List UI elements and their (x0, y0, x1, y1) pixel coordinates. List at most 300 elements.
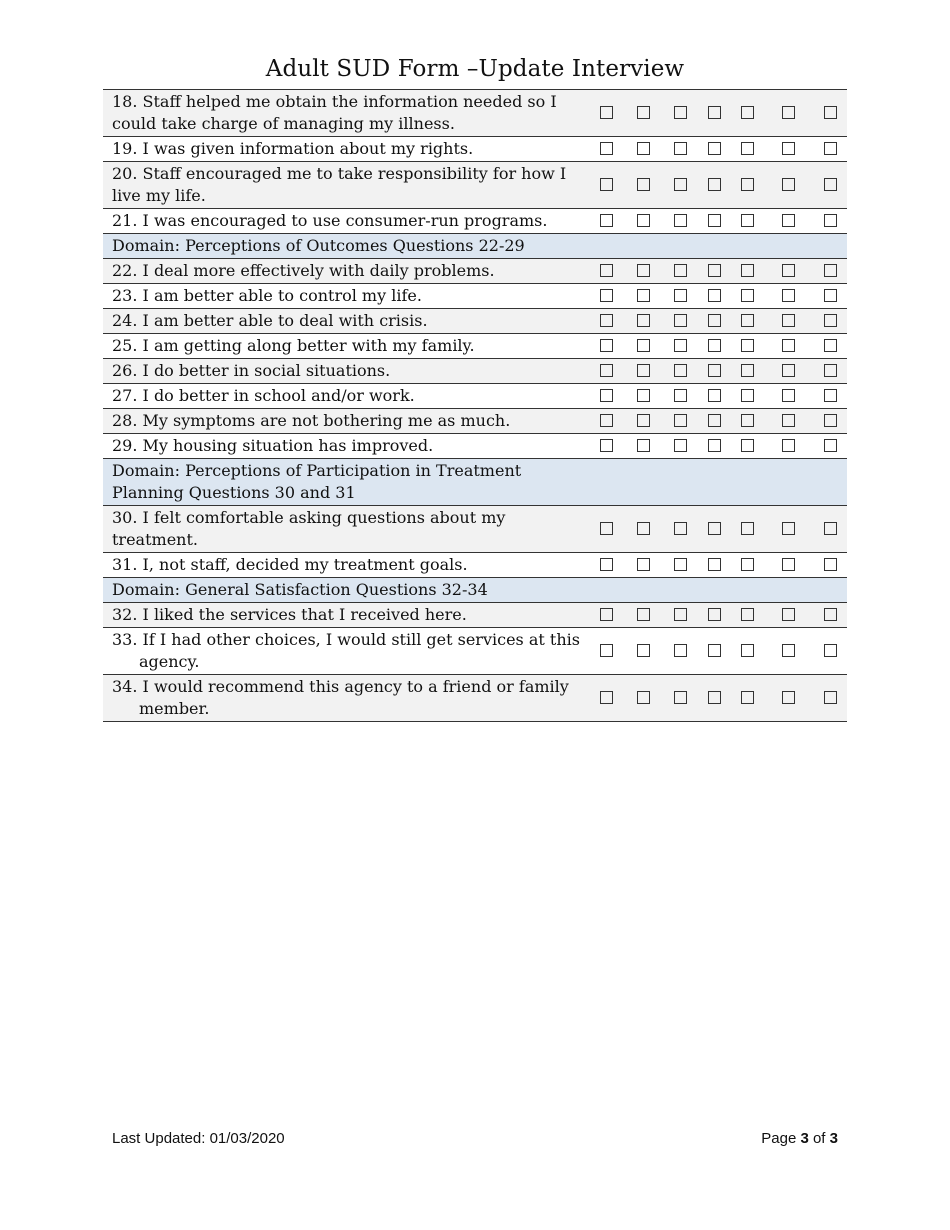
response-cell (588, 603, 625, 628)
response-cell (588, 259, 625, 284)
question-text: 32. I liked the services that I received here. (112, 605, 467, 624)
response-cell (731, 434, 763, 459)
response-cell (698, 309, 731, 334)
response-cell (698, 90, 731, 137)
response-checkbox[interactable] (708, 522, 721, 535)
response-cell (731, 409, 763, 434)
response-checkbox[interactable] (824, 644, 837, 657)
question-text: 23. I am better able to control my life. (112, 286, 422, 305)
response-cell (813, 309, 847, 334)
response-checkbox[interactable] (600, 339, 613, 352)
response-checkbox[interactable] (782, 314, 795, 327)
response-cell (731, 359, 763, 384)
response-cell (731, 309, 763, 334)
question-row (103, 603, 847, 628)
response-checkbox[interactable] (741, 439, 754, 452)
response-checkbox[interactable] (782, 106, 795, 119)
response-checkbox[interactable] (782, 214, 795, 227)
response-checkbox[interactable] (824, 339, 837, 352)
response-checkbox[interactable] (637, 414, 650, 427)
response-checkbox[interactable] (600, 106, 613, 119)
response-cell (763, 603, 813, 628)
response-checkbox[interactable] (741, 106, 754, 119)
question-row (103, 284, 847, 309)
response-checkbox[interactable] (782, 142, 795, 155)
response-cell (625, 90, 662, 137)
response-checkbox[interactable] (824, 314, 837, 327)
response-checkbox[interactable] (674, 339, 687, 352)
empty-cell (662, 578, 698, 603)
response-cell (813, 90, 847, 137)
question-row (103, 553, 847, 578)
response-cell (813, 409, 847, 434)
question-row (103, 334, 847, 359)
response-cell (698, 603, 731, 628)
response-checkbox[interactable] (741, 522, 754, 535)
response-cell (588, 553, 625, 578)
question-row (103, 309, 847, 334)
response-checkbox[interactable] (782, 558, 795, 571)
empty-cell (731, 234, 763, 259)
response-cell (731, 384, 763, 409)
response-cell (588, 90, 625, 137)
response-checkbox[interactable] (637, 142, 650, 155)
response-checkbox[interactable] (708, 364, 721, 377)
domain-header-row (103, 459, 847, 506)
response-cell (662, 434, 698, 459)
response-checkbox[interactable] (708, 389, 721, 402)
response-cell (588, 309, 625, 334)
response-checkbox[interactable] (600, 314, 613, 327)
response-cell (588, 137, 625, 162)
response-checkbox[interactable] (708, 142, 721, 155)
response-checkbox[interactable] (824, 522, 837, 535)
response-checkbox[interactable] (824, 558, 837, 571)
response-cell (813, 137, 847, 162)
response-cell (731, 162, 763, 209)
question-text: 30. I felt comfortable asking questions about my treatment. (112, 508, 506, 549)
response-checkbox[interactable] (824, 142, 837, 155)
response-checkbox[interactable] (600, 142, 613, 155)
response-checkbox[interactable] (741, 142, 754, 155)
response-checkbox[interactable] (600, 178, 613, 191)
empty-cell (662, 459, 698, 506)
question-row (103, 137, 847, 162)
response-checkbox[interactable] (637, 608, 650, 621)
question-row (103, 675, 847, 722)
response-checkbox[interactable] (637, 644, 650, 657)
response-cell (625, 384, 662, 409)
response-checkbox[interactable] (824, 178, 837, 191)
response-checkbox[interactable] (637, 214, 650, 227)
response-checkbox[interactable] (600, 691, 613, 704)
response-checkbox[interactable] (637, 522, 650, 535)
response-checkbox[interactable] (782, 691, 795, 704)
response-cell (625, 284, 662, 309)
response-checkbox[interactable] (600, 558, 613, 571)
response-cell (763, 284, 813, 309)
response-checkbox[interactable] (637, 289, 650, 302)
response-checkbox[interactable] (708, 178, 721, 191)
response-checkbox[interactable] (674, 644, 687, 657)
empty-cell (763, 234, 813, 259)
response-cell (698, 628, 731, 675)
response-checkbox[interactable] (782, 414, 795, 427)
response-checkbox[interactable] (708, 558, 721, 571)
response-cell (588, 162, 625, 209)
response-checkbox[interactable] (674, 439, 687, 452)
empty-cell (588, 234, 625, 259)
response-cell (698, 284, 731, 309)
response-cell (588, 506, 625, 553)
response-checkbox[interactable] (741, 644, 754, 657)
question-text: 19. I was given information about my rights. (112, 139, 474, 158)
question-row (103, 506, 847, 553)
response-checkbox[interactable] (637, 364, 650, 377)
response-cell (763, 137, 813, 162)
response-cell (698, 137, 731, 162)
empty-cell (813, 459, 847, 506)
response-cell (813, 259, 847, 284)
response-checkbox[interactable] (824, 608, 837, 621)
response-cell (698, 259, 731, 284)
empty-cell (588, 578, 625, 603)
response-cell (662, 284, 698, 309)
response-checkbox[interactable] (824, 389, 837, 402)
response-cell (813, 162, 847, 209)
response-checkbox[interactable] (824, 289, 837, 302)
form-title: Adult SUD Form –Update Interview (265, 56, 685, 82)
response-checkbox[interactable] (600, 364, 613, 377)
response-cell (698, 209, 731, 234)
response-cell (588, 628, 625, 675)
response-checkbox[interactable] (782, 178, 795, 191)
response-checkbox[interactable] (741, 608, 754, 621)
response-checkbox[interactable] (674, 314, 687, 327)
response-checkbox[interactable] (782, 339, 795, 352)
response-cell (763, 90, 813, 137)
response-checkbox[interactable] (708, 414, 721, 427)
domain-header-text: Domain: Perceptions of Outcomes Questions 22-29 (112, 236, 525, 255)
response-cell (662, 506, 698, 553)
response-cell (813, 209, 847, 234)
empty-cell (625, 234, 662, 259)
response-checkbox[interactable] (637, 264, 650, 277)
response-checkbox[interactable] (741, 339, 754, 352)
empty-cell (698, 234, 731, 259)
response-checkbox[interactable] (741, 264, 754, 277)
question-text: 27. I do better in school and/or work. (112, 386, 415, 405)
response-checkbox[interactable] (708, 106, 721, 119)
response-cell (662, 675, 698, 722)
response-cell (625, 334, 662, 359)
question-text: 31. I, not staff, decided my treatment goals. (112, 555, 468, 574)
response-cell (662, 409, 698, 434)
response-cell (813, 506, 847, 553)
response-checkbox[interactable] (674, 522, 687, 535)
response-checkbox[interactable] (674, 178, 687, 191)
response-checkbox[interactable] (600, 289, 613, 302)
response-cell (763, 628, 813, 675)
response-checkbox[interactable] (824, 439, 837, 452)
response-checkbox[interactable] (741, 289, 754, 302)
question-row (103, 209, 847, 234)
empty-cell (731, 578, 763, 603)
response-checkbox[interactable] (674, 558, 687, 571)
response-checkbox[interactable] (674, 364, 687, 377)
response-cell (625, 434, 662, 459)
question-row (103, 434, 847, 459)
question-text: 33. If I had other choices, I would still get services at this agency. (112, 630, 580, 671)
response-checkbox[interactable] (824, 214, 837, 227)
response-cell (698, 434, 731, 459)
response-checkbox[interactable] (674, 142, 687, 155)
response-checkbox[interactable] (782, 439, 795, 452)
response-checkbox[interactable] (637, 558, 650, 571)
response-checkbox[interactable] (637, 691, 650, 704)
question-text: 21. I was encouraged to use consumer-run programs. (112, 211, 548, 230)
response-cell (813, 603, 847, 628)
response-checkbox[interactable] (600, 608, 613, 621)
response-cell (763, 309, 813, 334)
empty-cell (763, 578, 813, 603)
response-cell (731, 209, 763, 234)
response-cell (698, 334, 731, 359)
response-cell (662, 628, 698, 675)
last-updated: Last Updated: 01/03/2020 (112, 1130, 285, 1147)
response-cell (625, 506, 662, 553)
page-total: 3 (829, 1130, 838, 1147)
response-cell (731, 284, 763, 309)
response-cell (662, 309, 698, 334)
response-checkbox[interactable] (708, 214, 721, 227)
response-checkbox[interactable] (674, 106, 687, 119)
response-cell (731, 506, 763, 553)
response-cell (813, 284, 847, 309)
response-checkbox[interactable] (708, 339, 721, 352)
response-cell (588, 334, 625, 359)
response-checkbox[interactable] (674, 289, 687, 302)
response-cell (763, 259, 813, 284)
response-checkbox[interactable] (674, 389, 687, 402)
response-cell (731, 334, 763, 359)
empty-cell (662, 234, 698, 259)
question-text: 28. My symptoms are not bothering me as much. (112, 411, 511, 430)
response-checkbox[interactable] (600, 389, 613, 402)
response-cell (763, 162, 813, 209)
response-cell (698, 384, 731, 409)
question-text: 22. I deal more effectively with daily problems. (112, 261, 495, 280)
question-text: 26. I do better in social situations. (112, 361, 391, 380)
response-cell (588, 675, 625, 722)
empty-cell (813, 234, 847, 259)
response-cell (763, 384, 813, 409)
response-cell (731, 628, 763, 675)
response-cell (625, 259, 662, 284)
response-cell (813, 675, 847, 722)
response-checkbox[interactable] (674, 608, 687, 621)
question-row (103, 90, 847, 137)
response-cell (662, 359, 698, 384)
question-row (103, 384, 847, 409)
response-checkbox[interactable] (741, 214, 754, 227)
response-cell (763, 209, 813, 234)
response-checkbox[interactable] (824, 691, 837, 704)
response-cell (588, 434, 625, 459)
response-cell (662, 603, 698, 628)
response-checkbox[interactable] (600, 414, 613, 427)
empty-cell (813, 578, 847, 603)
response-checkbox[interactable] (741, 314, 754, 327)
page-current: 3 (800, 1130, 809, 1147)
response-checkbox[interactable] (782, 289, 795, 302)
empty-cell (588, 459, 625, 506)
response-cell (731, 675, 763, 722)
response-checkbox[interactable] (782, 608, 795, 621)
response-checkbox[interactable] (824, 106, 837, 119)
response-checkbox[interactable] (741, 558, 754, 571)
response-cell (662, 137, 698, 162)
response-cell (698, 675, 731, 722)
response-checkbox[interactable] (674, 214, 687, 227)
response-cell (662, 334, 698, 359)
response-cell (813, 434, 847, 459)
question-text: 18. Staff helped me obtain the information needed so I could take charge of managing my illness. (112, 92, 557, 133)
response-cell (731, 137, 763, 162)
response-cell (698, 359, 731, 384)
response-checkbox[interactable] (741, 178, 754, 191)
response-cell (588, 359, 625, 384)
question-row (103, 162, 847, 209)
response-checkbox[interactable] (708, 314, 721, 327)
response-checkbox[interactable] (782, 364, 795, 377)
response-checkbox[interactable] (741, 691, 754, 704)
response-cell (813, 334, 847, 359)
response-checkbox[interactable] (600, 644, 613, 657)
response-checkbox[interactable] (708, 439, 721, 452)
response-cell (662, 90, 698, 137)
empty-cell (625, 459, 662, 506)
response-checkbox[interactable] (824, 264, 837, 277)
domain-header-row (103, 578, 847, 603)
response-cell (625, 359, 662, 384)
question-row (103, 409, 847, 434)
response-cell (588, 409, 625, 434)
response-checkbox[interactable] (824, 414, 837, 427)
question-text: 20. Staff encouraged me to take responsibility for how I live my life. (112, 164, 567, 205)
response-cell (731, 90, 763, 137)
response-checkbox[interactable] (708, 264, 721, 277)
response-checkbox[interactable] (637, 314, 650, 327)
domain-header-text: Domain: Perceptions of Participation in Treatment Planning Questions 30 and 31 (112, 461, 522, 502)
question-row (103, 628, 847, 675)
response-checkbox[interactable] (600, 439, 613, 452)
response-cell (731, 553, 763, 578)
response-checkbox[interactable] (674, 264, 687, 277)
page-of: of (808, 1130, 830, 1147)
response-cell (731, 259, 763, 284)
question-text: 24. I am better able to deal with crisis. (112, 311, 428, 330)
response-cell (731, 603, 763, 628)
response-cell (763, 506, 813, 553)
empty-cell (625, 578, 662, 603)
response-cell (625, 209, 662, 234)
response-checkbox[interactable] (674, 414, 687, 427)
response-checkbox[interactable] (708, 289, 721, 302)
page-prefix: Page (761, 1130, 801, 1147)
response-cell (813, 553, 847, 578)
response-checkbox[interactable] (637, 339, 650, 352)
response-cell (662, 384, 698, 409)
response-checkbox[interactable] (708, 644, 721, 657)
empty-cell (698, 578, 731, 603)
empty-cell (763, 459, 813, 506)
response-cell (662, 553, 698, 578)
response-cell (813, 628, 847, 675)
response-cell (763, 359, 813, 384)
response-checkbox[interactable] (600, 264, 613, 277)
response-checkbox[interactable] (637, 389, 650, 402)
response-checkbox[interactable] (741, 389, 754, 402)
response-cell (662, 162, 698, 209)
response-cell (763, 675, 813, 722)
response-checkbox[interactable] (782, 389, 795, 402)
question-row (103, 259, 847, 284)
response-cell (763, 434, 813, 459)
response-cell (625, 162, 662, 209)
domain-header-row (103, 234, 847, 259)
page-number (761, 1130, 838, 1147)
response-checkbox[interactable] (708, 691, 721, 704)
response-cell (588, 284, 625, 309)
response-cell (625, 137, 662, 162)
response-checkbox[interactable] (600, 214, 613, 227)
question-text: 25. I am getting along better with my family. (112, 336, 475, 355)
question-text: 34. I would recommend this agency to a friend or family member. (112, 677, 569, 718)
domain-header-text: Domain: General Satisfaction Questions 32-34 (112, 580, 488, 599)
response-checkbox[interactable] (708, 608, 721, 621)
response-cell (625, 603, 662, 628)
question-text: 29. My housing situation has improved. (112, 436, 434, 455)
response-cell (662, 209, 698, 234)
empty-cell (698, 459, 731, 506)
response-cell (763, 334, 813, 359)
survey-table (103, 89, 847, 722)
response-cell (588, 384, 625, 409)
response-checkbox[interactable] (824, 364, 837, 377)
response-checkbox[interactable] (741, 364, 754, 377)
empty-cell (731, 459, 763, 506)
response-cell (813, 359, 847, 384)
response-cell (698, 553, 731, 578)
response-cell (625, 309, 662, 334)
response-cell (625, 675, 662, 722)
response-cell (698, 506, 731, 553)
response-cell (813, 384, 847, 409)
response-checkbox[interactable] (782, 522, 795, 535)
response-checkbox[interactable] (674, 691, 687, 704)
response-cell (763, 553, 813, 578)
response-checkbox[interactable] (741, 414, 754, 427)
response-checkbox[interactable] (600, 522, 613, 535)
response-cell (625, 409, 662, 434)
response-cell (698, 162, 731, 209)
response-checkbox[interactable] (637, 106, 650, 119)
response-checkbox[interactable] (637, 178, 650, 191)
response-checkbox[interactable] (782, 644, 795, 657)
response-checkbox[interactable] (637, 439, 650, 452)
response-checkbox[interactable] (782, 264, 795, 277)
